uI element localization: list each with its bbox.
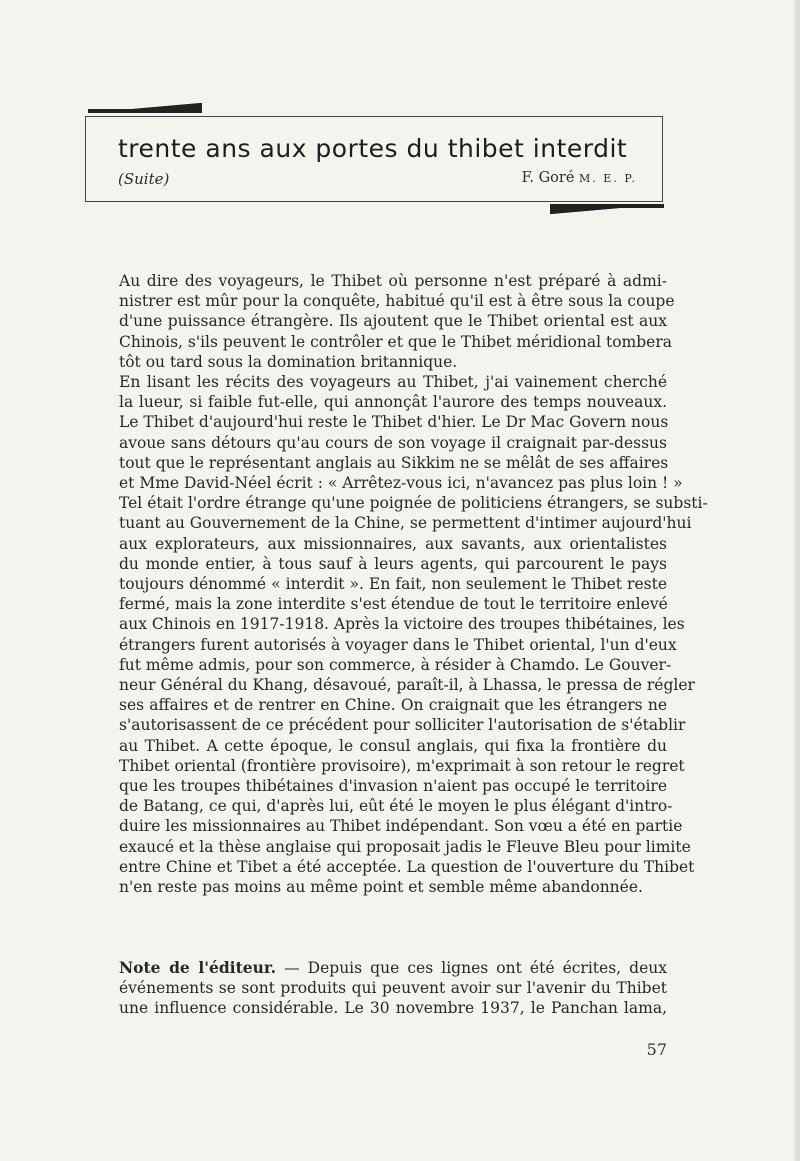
body-line: toujours dénommé « interdit ». En fait, non seulement le Thibet reste — [119, 575, 667, 594]
body-line: En lisant les récits des voyageurs au Thibet, j'ai vainement cherché — [119, 373, 667, 392]
note-line — [119, 958, 667, 978]
body-line: la lueur, si faible fut-elle, qui annonçât l'aurore des temps nouveaux. — [119, 393, 667, 412]
editor-note — [119, 958, 667, 1019]
body-line: fut même admis, pour son commerce, à résider à Chamdo. Le Gouver- — [119, 655, 672, 674]
body-line: aux explorateurs, aux missionnaires, aux savants, aux orientalistes — [119, 534, 667, 553]
body-line: tuant au Gouvernement de la Chine, se permettent d'intimer aujourd'hui — [119, 514, 692, 533]
article-body — [119, 271, 708, 897]
body-line: duire les missionnaires au Thibet indépendant. Son vœu a été en partie — [119, 817, 683, 836]
body-line: exaucé et la thèse anglaise qui proposait jadis le Fleuve Bleu pour limite — [119, 837, 691, 856]
page-spine-shadow — [794, 0, 800, 1161]
body-line: Chinois, s'ils peuvent le contrôler et que le Thibet méridional tombera — [119, 332, 673, 351]
body-line: d'une puissance étrangère. Ils ajoutent que le Thibet oriental est aux — [119, 312, 667, 331]
note-line: une influence considérable. Le 30 novembre 1937, le Panchan lama, — [119, 999, 667, 1018]
body-line: tout que le représentant anglais au Sikkim ne se mêlât de ses affaires — [119, 453, 669, 472]
body-line: du monde entier, à tous sauf à leurs agents, qui parcourent le pays — [119, 554, 667, 573]
body-line: aux Chinois en 1917-1918. Après la victoire des troupes thibétaines, les — [119, 615, 685, 634]
body-line: entre Chine et Tibet a été acceptée. La question de l'ouverture du Thibet — [119, 857, 695, 876]
note-lead: Note de l'éditeur. — [119, 958, 276, 977]
body-line: ses affaires et de rentrer en Chine. On craignait que les étrangers ne — [119, 696, 667, 715]
body-line: fermé, mais la zone interdite s'est étendue de tout le territoire enlevé — [119, 595, 668, 614]
header-decorative-bar-top — [88, 103, 202, 113]
body-line: Thibet oriental (frontière provisoire), m'exprimait à son retour le regret — [119, 756, 685, 775]
body-line: étrangers furent autorisés à voyager dans le Thibet oriental, l'un d'eux — [119, 635, 677, 654]
body-line: que les troupes thibétaines d'invasion n'aient pas occupé le territoire — [119, 777, 667, 796]
note-line: événements se sont produits qui peuvent avoir sur l'avenir du Thibet — [119, 979, 667, 998]
body-line: nistrer est mûr pour la conquête, habitué qu'il est à être sous la coupe — [119, 292, 675, 311]
body-line: Le Thibet d'aujourd'hui reste le Thibet d'hier. Le Dr Mac Govern nous — [119, 413, 669, 432]
author-name: F. Goré — [521, 170, 575, 186]
author-suffix: M. E. P. — [579, 172, 637, 185]
note-line-text: — Depuis que ces lignes ont été écrites, deux — [276, 959, 667, 977]
body-line: tôt ou tard sous la domination britannique. — [119, 352, 458, 371]
body-line: avoue sans détours qu'au cours de son voyage il craignait par-dessus — [119, 433, 667, 452]
article-title: trente ans aux portes du thibet interdit — [118, 134, 628, 163]
body-line: au Thibet. A cette époque, le consul anglais, qui fixa la frontière du — [119, 736, 667, 755]
article-subtitle: (Suite) — [118, 170, 170, 188]
body-line: neur Général du Khang, désavoué, paraît-il, à Lhassa, le pressa de régler — [119, 676, 695, 695]
body-line: s'autorisassent de ce précédent pour solliciter l'autorisation de s'établir — [119, 716, 686, 735]
article-author — [522, 170, 637, 186]
header-decorative-bar-bottom — [550, 204, 664, 214]
body-line: n'en reste pas moins au même point et semble même abandonnée. — [119, 878, 643, 897]
body-line: et Mme David-Néel écrit : « Arrêtez-vous ici, n'avancez pas plus loin ! » — [119, 474, 683, 493]
body-line: de Batang, ce qui, d'après lui, eût été le moyen le plus élégant d'intro- — [119, 797, 673, 816]
page-number: 57 — [646, 1040, 667, 1059]
body-line: Tel était l'ordre étrange qu'une poignée de politiciens étrangers, se substi- — [119, 494, 708, 513]
body-line: Au dire des voyageurs, le Thibet où personne n'est préparé à admi- — [119, 272, 667, 290]
